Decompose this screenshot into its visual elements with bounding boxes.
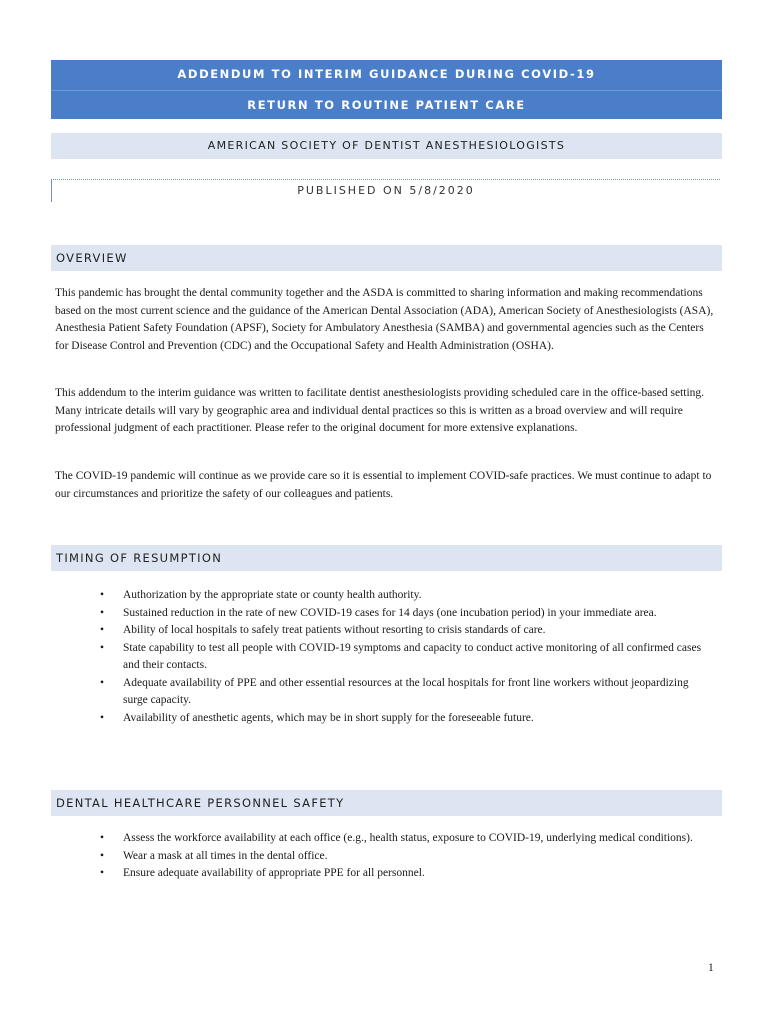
list-item: • Authorization by the appropriate state or county health authority. (55, 587, 715, 605)
bullet: • (100, 676, 105, 689)
list-item: • Ability of local hospitals to safely treat patients without resorting to crisis standards of care. (55, 622, 715, 640)
title-banner (51, 60, 722, 119)
bullet: • (100, 606, 105, 619)
personnel-heading: DENTAL HEALTHCARE PERSONNEL SAFETY (51, 790, 722, 816)
publication-box (51, 179, 720, 202)
title-line-1: ADDENDUM TO INTERIM GUIDANCE DURING COVID-19 (177, 67, 596, 81)
list-item: • Wear a mask at all times in the dental office. (55, 848, 715, 866)
timing-list (55, 587, 715, 727)
personnel-list (55, 830, 715, 883)
bullet: • (100, 711, 105, 724)
banner-divider (51, 90, 722, 91)
list-item: • Availability of anesthetic agents, which may be in short supply for the foreseeable future. (55, 710, 715, 728)
publication-date: PUBLISHED ON 5/8/2020 (297, 184, 475, 197)
list-item: • Adequate availability of PPE and other essential resources at the local hospitals for front line workers without jeopardizing surge capacity. (100, 676, 689, 706)
overview-paragraph-3: The COVID-19 pandemic will continue as we provide care so it is essential to implement COVID-safe practices. We must continue to adapt to our circumstances and prioritize the safety of our colleagues and patients. (55, 470, 712, 500)
bullet: • (100, 849, 105, 862)
title-line-2: RETURN TO ROUTINE PATIENT CARE (247, 98, 526, 112)
bullet: • (100, 832, 105, 844)
overview-paragraph-2: This addendum to the interim guidance was written to facilitate dentist anesthesiologists providing scheduled care in the office-based setting. Many intricate details will vary by geographic area and individual dental practices so this is written as a broad overview and will require professional judgment of each practitioner. Please refer to the original document for more extensive explanations. (55, 387, 705, 434)
list-item: • Ensure adequate availability of appropriate PPE for all personnel. (55, 865, 715, 883)
bullet: • (100, 867, 105, 879)
bullet: • (100, 589, 105, 601)
bullet: • (100, 641, 105, 654)
list-item: • Assess the workforce availability at each office (e.g., health status, exposure to COVID-19, underlying medical conditions). (55, 830, 715, 848)
list-item: • State capability to test all people with COVID-19 symptoms and capacity to conduct active monitoring of all confirmed cases and their contacts. (100, 641, 702, 671)
list-item: • Sustained reduction in the rate of new COVID-19 cases for 14 days (one incubation period) in your immediate area. (55, 605, 715, 623)
organization-name: AMERICAN SOCIETY OF DENTIST ANESTHESIOLOGISTS (51, 133, 722, 159)
page-number: 1 (708, 962, 714, 974)
timing-heading: TIMING OF RESUMPTION (51, 545, 722, 571)
overview-paragraph-1: This pandemic has brought the dental community together and the ASDA is committed to sharing information and making recommendations based on the most current science and the guidance of the American Dental Association (ADA), American Society of Anesthesiologists (ASA), Anesthesia Patient Safety Foundation (APSF), Society for Ambulatory Anesthesia (SAMBA) and governmental agencies such as the Centers for Disease Control and Prevention (CDC) and the Occupational Safety and Health Administration (OSHA). (55, 287, 714, 352)
bullet: • (100, 624, 105, 636)
overview-heading: OVERVIEW (51, 245, 722, 271)
